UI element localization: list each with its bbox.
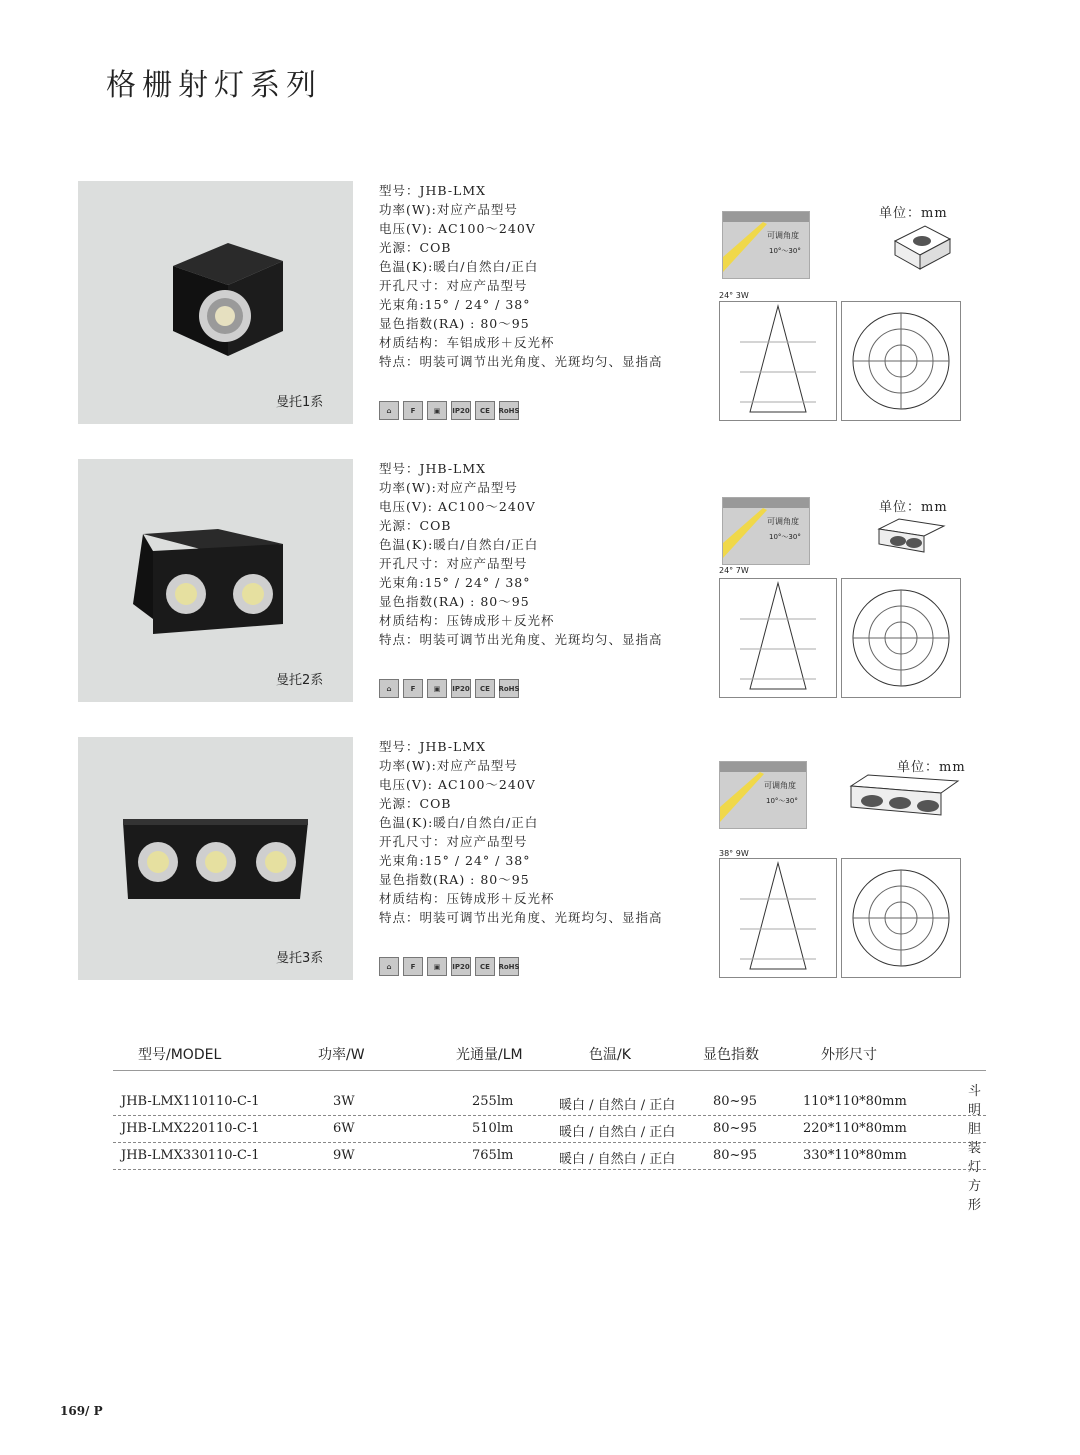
side-note-line: 灯 方	[967, 1160, 983, 1194]
product-block-3	[0, 737, 1080, 982]
adjust-label: 可调角度	[767, 231, 799, 240]
adjust-label: 可调角度	[764, 781, 796, 790]
cell: JHB-LMX330110-C-1	[121, 1148, 260, 1163]
spec-line: 型号：JHB-LMX	[379, 183, 487, 198]
col-cct: 色温/K	[589, 1047, 631, 1063]
cert-icons	[379, 401, 519, 420]
spec-line: 特点：明装可调节出光角度、光斑均匀、显指高	[379, 632, 663, 647]
ce-icon: CE	[475, 679, 495, 698]
spec-line: 电压(V): AC100～240V	[379, 499, 536, 514]
product-caption: 曼托2系	[276, 673, 324, 688]
rohs-icon: RoHS	[499, 401, 519, 420]
col-model: 型号/MODEL	[138, 1047, 222, 1063]
product-block-2	[0, 459, 1080, 704]
polar-distribution-chart	[841, 301, 961, 421]
cell: 110*110*80mm	[803, 1094, 907, 1109]
spec-line: 功率(W):对应产品型号	[379, 480, 518, 495]
unit-label: 单位：mm	[897, 760, 966, 775]
cell: 暖白 / 自然白 / 正白	[559, 1152, 676, 1167]
cell: 80~95	[713, 1094, 757, 1109]
cell: 3W	[333, 1094, 355, 1109]
adjust-range: 10°～30°	[766, 797, 798, 805]
spec-line: 开孔尺寸：对应产品型号	[379, 278, 528, 293]
side-note-line: 胆 装	[967, 1122, 983, 1156]
beam-chart-label: 24° 7W	[719, 566, 749, 575]
beam-cone-chart	[719, 301, 837, 421]
beam-cone-chart	[719, 578, 837, 698]
rohs-icon: RoHS	[499, 957, 519, 976]
adjust-angle-diagram	[722, 211, 810, 279]
f-mark-icon: F	[403, 401, 423, 420]
dimension-sketch	[848, 771, 960, 821]
ip20-icon: IP20	[451, 679, 471, 698]
spotlight-3-image	[78, 737, 353, 980]
spec-list	[379, 459, 663, 649]
cell: 暖白 / 自然白 / 正白	[559, 1098, 676, 1113]
product-photo	[78, 737, 353, 980]
spec-line: 显色指数(RA) : 80～95	[379, 594, 530, 609]
product-caption: 曼托1系	[276, 395, 324, 410]
cell: 6W	[333, 1121, 355, 1136]
spec-line: 材质结构：压铸成形＋反光杯	[379, 891, 555, 906]
spec-line: 色温(K):暖白/自然白/正白	[379, 259, 539, 274]
rohs-icon: RoHS	[499, 679, 519, 698]
adjust-angle-diagram	[719, 761, 807, 829]
cell: JHB-LMX220110-C-1	[121, 1121, 260, 1136]
adjust-label: 可调角度	[767, 517, 799, 526]
cell: 330*110*80mm	[803, 1148, 907, 1163]
spotlight-1-image	[78, 181, 353, 424]
cell: JHB-LMX110110-C-1	[121, 1094, 260, 1109]
adjust-angle-diagram	[722, 497, 810, 565]
class-ii-icon: ▣	[427, 401, 447, 420]
beam-chart-label: 38° 9W	[719, 849, 749, 858]
spec-line: 特点：明装可调节出光角度、光斑均匀、显指高	[379, 354, 663, 369]
table-header	[113, 1040, 986, 1071]
page-number: 169/ P	[60, 1404, 103, 1418]
spec-line: 光源：COB	[379, 796, 452, 811]
spec-line: 电压(V): AC100～240V	[379, 777, 536, 792]
page-title: 格栅射灯系列	[106, 68, 322, 103]
adjust-range: 10°～30°	[769, 533, 801, 541]
ip20-icon: IP20	[451, 957, 471, 976]
table-row	[113, 1143, 986, 1170]
spec-line: 显色指数(RA) : 80～95	[379, 316, 530, 331]
spec-line: 型号：JHB-LMX	[379, 461, 487, 476]
spec-line: 光源：COB	[379, 518, 452, 533]
cell: 255lm	[472, 1094, 514, 1109]
spec-line: 光束角:15° / 24° / 38°	[379, 853, 531, 868]
unit-label: 单位：mm	[879, 500, 948, 515]
product-block-1	[0, 181, 1080, 426]
spec-line: 材质结构：车铝成形＋反光杯	[379, 335, 555, 350]
cert-icons	[379, 957, 519, 976]
f-mark-icon: F	[403, 679, 423, 698]
beam-chart-label: 24° 3W	[719, 291, 749, 300]
col-size: 外形尺寸	[821, 1047, 877, 1063]
side-note-line: 形	[967, 1198, 983, 1213]
spec-list	[379, 181, 663, 371]
cell: 765lm	[472, 1148, 514, 1163]
class-ii-icon: ▣	[427, 957, 447, 976]
ce-icon: CE	[475, 957, 495, 976]
dimension-sketch	[890, 221, 955, 273]
f-mark-icon: F	[403, 957, 423, 976]
adjust-range: 10°～30°	[769, 247, 801, 255]
cell: 9W	[333, 1148, 355, 1163]
col-lumen: 光通量/LM	[456, 1047, 523, 1063]
cell: 220*110*80mm	[803, 1121, 907, 1136]
spec-line: 光束角:15° / 24° / 38°	[379, 575, 531, 590]
spec-line: 开孔尺寸：对应产品型号	[379, 834, 528, 849]
spec-line: 色温(K):暖白/自然白/正白	[379, 815, 539, 830]
beam-cone-chart	[719, 858, 837, 978]
ip20-icon: IP20	[451, 401, 471, 420]
spec-line: 色温(K):暖白/自然白/正白	[379, 537, 539, 552]
spec-line: 开孔尺寸：对应产品型号	[379, 556, 528, 571]
table-side-note	[951, 1082, 983, 1215]
product-photo	[78, 181, 353, 424]
spec-line: 型号：JHB-LMX	[379, 739, 487, 754]
spec-line: 材质结构：压铸成形＋反光杯	[379, 613, 555, 628]
side-note-line: 斗 明	[967, 1084, 983, 1118]
spec-line: 功率(W):对应产品型号	[379, 758, 518, 773]
polar-distribution-chart	[841, 578, 961, 698]
unit-label: 单位：mm	[879, 206, 948, 221]
spec-line: 电压(V): AC100～240V	[379, 221, 536, 236]
spec-line: 光束角:15° / 24° / 38°	[379, 297, 531, 312]
spec-line: 特点：明装可调节出光角度、光斑均匀、显指高	[379, 910, 663, 925]
product-caption: 曼托3系	[276, 951, 324, 966]
ce-icon: CE	[475, 401, 495, 420]
spec-line: 显色指数(RA) : 80～95	[379, 872, 530, 887]
cell: 80~95	[713, 1121, 757, 1136]
cell: 暖白 / 自然白 / 正白	[559, 1125, 676, 1140]
indoor-icon: ⌂	[379, 679, 399, 698]
product-photo	[78, 459, 353, 702]
col-cri: 显色指数	[703, 1047, 759, 1063]
spec-line: 光源：COB	[379, 240, 452, 255]
indoor-icon: ⌂	[379, 957, 399, 976]
cert-icons	[379, 679, 519, 698]
indoor-icon: ⌂	[379, 401, 399, 420]
cell: 510lm	[472, 1121, 514, 1136]
table-row	[113, 1116, 986, 1143]
spotlight-2-image	[78, 459, 353, 702]
col-power: 功率/W	[318, 1047, 365, 1063]
dimension-sketch	[876, 514, 946, 559]
spec-line: 功率(W):对应产品型号	[379, 202, 518, 217]
cell: 80~95	[713, 1148, 757, 1163]
table-row	[113, 1089, 986, 1116]
polar-distribution-chart	[841, 858, 961, 978]
spec-list	[379, 737, 663, 927]
class-ii-icon: ▣	[427, 679, 447, 698]
model-table	[113, 1040, 986, 1170]
